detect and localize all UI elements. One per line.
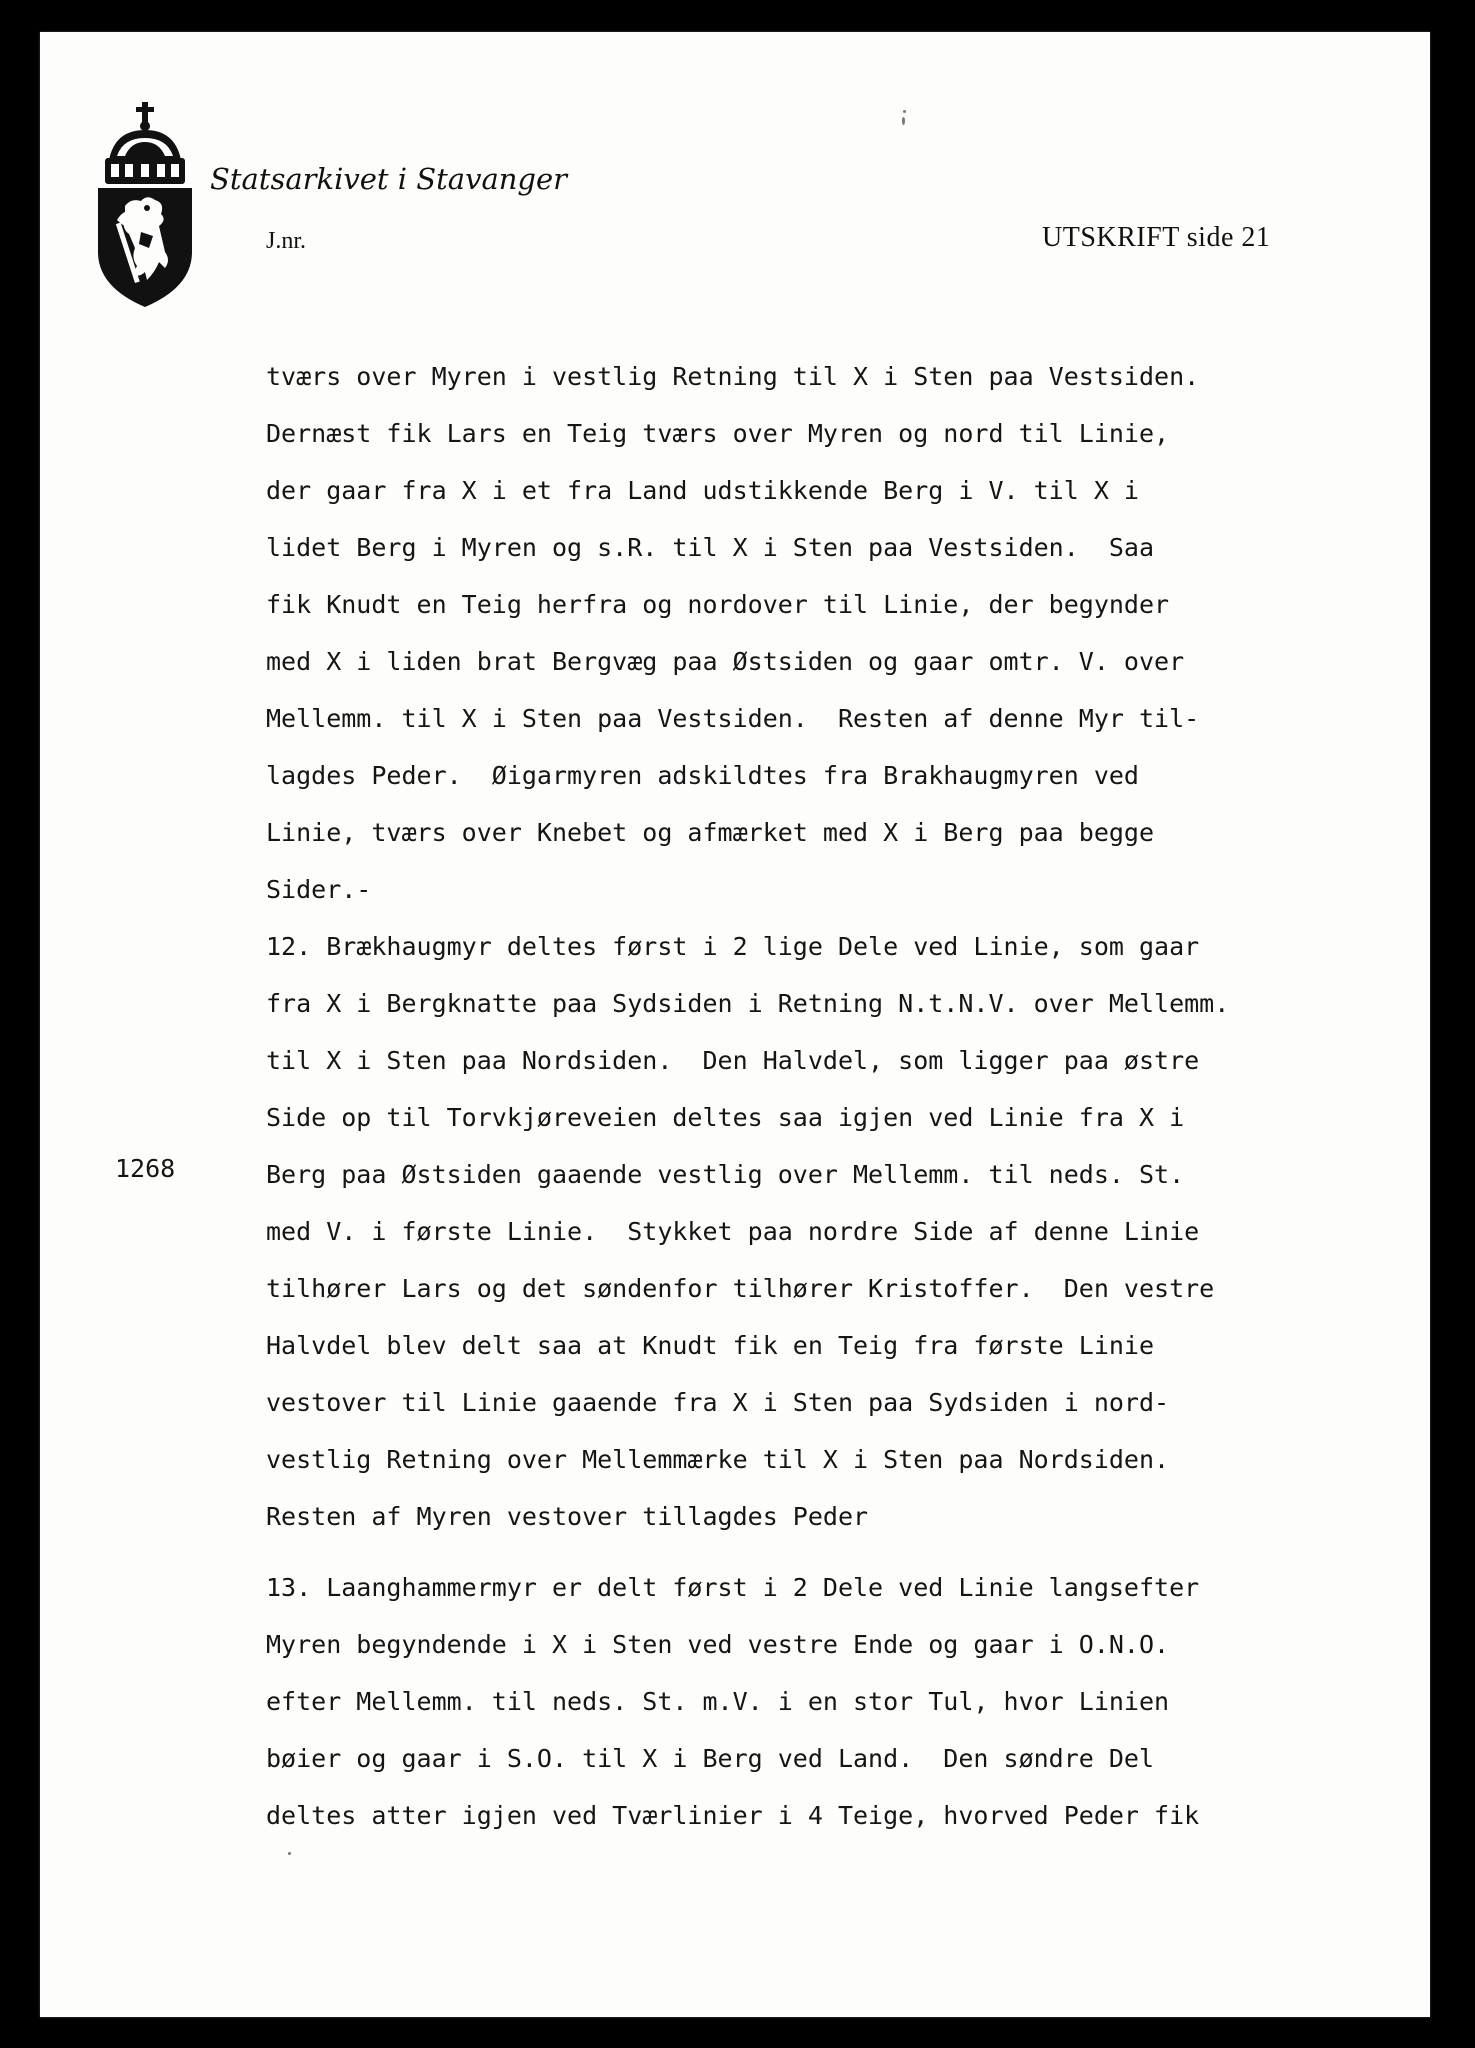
text-line: Linie, tværs over Knebet og afmærket med X i Berg paa begge [266, 818, 1155, 847]
text-line: til X i Sten paa Nordsiden. Den Halvdel, som ligger paa østre [266, 1046, 1200, 1075]
scan-speck [903, 110, 906, 113]
text-line: tilhører Lars og det søndenfor tilhører Kristoffer. Den vestre [266, 1274, 1215, 1303]
text-line: med V. i første Linie. Stykket paa nordre Side af denne Linie [266, 1217, 1200, 1246]
scan-speck [902, 117, 905, 125]
archive-name: Statsarkivet i Stavanger [210, 162, 568, 196]
text-line: fik Knudt en Teig herfra og nordover til Linie, der begynder [266, 590, 1170, 619]
journal-number-label: J.nr. [266, 228, 307, 254]
text-line: bøier og gaar i S.O. til X i Berg ved Land. Den søndre Del [266, 1744, 1155, 1773]
text-line: 12. Brækhaugmyr deltes først i 2 lige Dele ved Linie, som gaar [266, 932, 1200, 961]
scan-speck [288, 1852, 291, 1855]
text-line: 13. Laanghammermyr er delt først i 2 Dele ved Linie langsefter [266, 1573, 1200, 1602]
text-line: vestlig Retning over Mellemmærke til X i Sten paa Nordsiden. [266, 1445, 1170, 1474]
text-line: vestover til Linie gaaende fra X i Sten paa Sydsiden i nord- [266, 1388, 1170, 1417]
text-line: Myren begyndende i X i Sten ved vestre Ende og gaar i O.N.O. [266, 1630, 1170, 1659]
text-line: Side op til Torvkjøreveien deltes saa igjen ved Linie fra X i [266, 1103, 1185, 1132]
document-body [266, 348, 1416, 1844]
text-line: Berg paa Østsiden gaaende vestlig over Mellemm. til neds. St. [266, 1160, 1185, 1189]
text-line: Sider.- [266, 875, 372, 904]
text-line: Resten af Myren vestover tillagdes Peder [266, 1502, 869, 1531]
text-line: Dernæst fik Lars en Teig tværs over Myren og nord til Linie, [266, 419, 1170, 448]
text-line: fra X i Bergknatte paa Sydsiden i Retning N.t.N.V. over Mellemm. [266, 989, 1230, 1018]
paragraph [266, 348, 1416, 918]
text-line: lidet Berg i Myren og s.R. til X i Sten paa Vestsiden. Saa [266, 533, 1155, 562]
text-line: lagdes Peder. Øigarmyren adskildtes fra Brakhaugmyren ved [266, 761, 1139, 790]
paragraph [266, 1559, 1416, 1844]
document-page [40, 32, 1430, 2017]
text-line: Halvdel blev delt saa at Knudt fik en Teig fra første Linie [266, 1331, 1155, 1360]
text-line: der gaar fra X i et fra Land udstikkende Berg i V. til X i [266, 476, 1139, 505]
text-line: efter Mellemm. til neds. St. m.V. i en stor Tul, hvor Linien [266, 1687, 1170, 1716]
margin-note: 1268 [115, 1154, 176, 1183]
text-line: tværs over Myren i vestlig Retning til X i Sten paa Vestsiden. [266, 362, 1200, 391]
page-label: UTSKRIFT side 21 [1042, 222, 1271, 253]
text-line: Mellemm. til X i Sten paa Vestsiden. Resten af denne Myr til- [266, 704, 1200, 733]
paragraph [266, 918, 1416, 1545]
text-line: med X i liden brat Bergvæg paa Østsiden og gaar omtr. V. over [266, 647, 1185, 676]
norway-coat-of-arms-icon [95, 102, 195, 307]
text-line: deltes atter igjen ved Tværlinier i 4 Teige, hvorved Peder fik [266, 1801, 1200, 1830]
